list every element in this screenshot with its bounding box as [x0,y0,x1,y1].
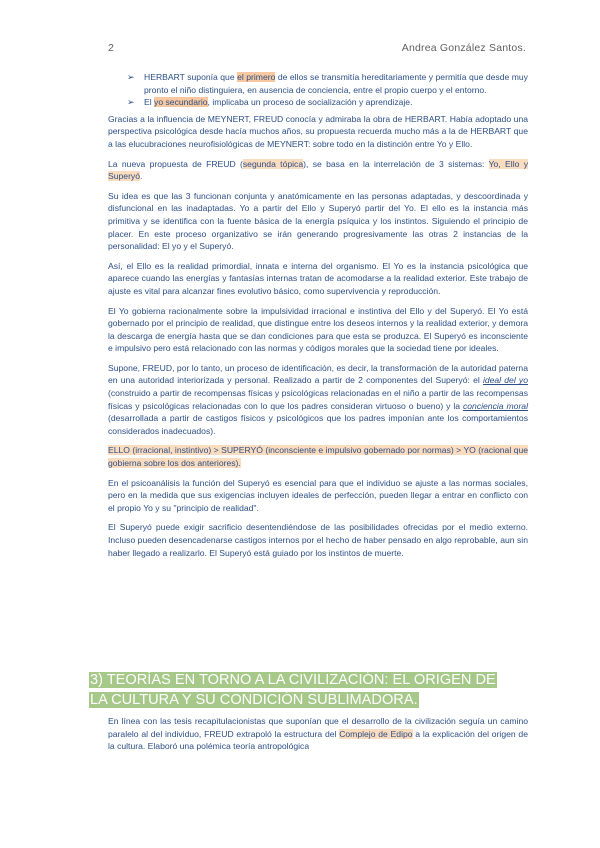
arrow-bullet-icon: ➢ [127,97,135,108]
paragraph-summary-highlight: ELLO (irracional, instintivo) > SUPERYÓ (inconsciente e impulsivo gobernado por normas) > YO (racional que gobierna sobre los dos anteriores). [108,445,528,469]
paragraph-identificacion: Supone, FREUD, por lo tanto, un proceso de identificación, es decir, la transformación de la autoridad paterna en una autoridad interiorizada y personal. Realizado a partir de 2 componentes del Superyó: el ideal del yo (construido a partir de recompensas físicas y psicológicas relacionadas en el niño a partir de las recompensas físicas y psicológicas relacionadas con lo que los padres consideran virtuoso o bueno) y la conciencia moral (desarrollada a partir de castigos físicos y psicológicos que los padres imponían ante los comportamientos considerados inadecuados). [108,362,528,436]
term-conciencia-moral: conciencia moral [462,400,528,411]
highlight: Complejo de Edipo [339,728,413,739]
page-number: 2 [108,42,114,54]
paragraph-yo-gobierna: El Yo gobierna racionalmente sobre la impulsividad irracional e instintiva del Ello y del Superyó. El Yo está gobernado por el principio de realidad, que distingue entre los deseos internos y la realidad exterior, y demora la descarga de energía hasta que se dan condiciones para que esta se produzca. El Superyó es inconsciente e impulsivo pero está relacionado con las normas y códigos morales que la sociedad tiene por ideales. [108,305,528,354]
author-name: Andrea González Santos. [401,42,526,54]
highlight: yo secundario [154,97,208,108]
body-text [108,71,528,559]
section-heading: 3) TEORÍAS EN TORNO A LA CIVILIZACIÓN: EL ORIGEN DE LA CULTURA Y SU CONDICIÓN SUBLIMADORA. [90,672,496,708]
paragraph-tres-instancias: Su idea es que las 3 funcionan conjunta y anatómicamente en las personas adaptadas, y descoordinada y disfuncional en las inadaptadas. Yo a partir del Ello y Superyó partir del Yo. El ello es la instancia más primitiva y se identifica con la fuente básica de la energía psíquica y los instintos. Siguiendo el principio de placer. En este proceso organizativo se irán generando progresivamente las otras 2 instancias de la personalidad: El yo y el Superyó. [108,190,528,252]
paragraph-psicoanalisis: En el psicoanálisis la función del Superyó es esencial para que el individuo se ajuste a las normas sociales, pero en la medida que sus exigencias incluyen ideales de perfección, pueden llegar a entrar en conflicto con el propio Yo y su "principio de realidad". [108,477,528,513]
bullet-item-primer-yo: ➢ HERBART suponía que el primero de ellos se transmitía hereditariamente y permitía que desde muy pronto el niño distinguiera, en ausencia de conciencia, entre el propio cuerpo y el entorno. [127,72,528,95]
paragraph-meynert: Gracias a la influencia de MEYNERT, FREUD conocía y admiraba la obra de HERBART. Había adoptado una perspectiva psicológica desde hacía muchos años, su propuesta recuerda mucho más a la de HERBART que a las elucubraciones neurofisiológicas de MEYNERT: sobre todo en la distinción entre Yo y Ello. [108,113,528,149]
highlight: segunda tópica [242,158,304,169]
highlight: el primero [237,72,276,82]
paragraph-segunda-topica: La nueva propuesta de FREUD (segunda tópica), se basa en la interrelación de 3 sistemas: Yo, Ello y Superyó. [108,158,529,182]
paragraph-sacrificio: El Superyó puede exigir sacrificio desentendiéndose de las posibilidades ofrecidas por el medio externo. Incluso pueden desencadenarse castigos internos por el hecho de haber pensado en algo reprobable, aun sin haber llegado a realizarlo. El Superyó está guiado por los instintos de muerte. [108,522,528,558]
arrow-bullet-icon: ➢ [127,72,135,82]
paragraph-civilizacion: En línea con las tesis recapitulacionistas que suponían que el desarrollo de la civilización seguía un camino paralelo al del individuo, FREUD extrapoló la estructura del Complejo de Edipo a la explicación del origen de la cultura. Elaboró una polémica teoría antropológica [108,716,528,752]
term-ideal-del-yo: ideal del yo [482,375,528,386]
bullet-item-yo-secundario: ➢ El yo secundario, implicaba un proceso de socialización y aprendizaje. [127,97,413,108]
highlight: Yo, Ello y Superyó [108,158,529,182]
paragraph-ello-realidad: Así, el Ello es la realidad primordial, innata e interna del organismo. El Yo es la instancia psicológica que aparece cuando las energías y fantasías internas tratan de acomodarse a la realidad exterior. Este trabajo de ajuste es vital para alcanzar fines evolutivo básico, como supervivencia y reproducción. [108,260,528,296]
